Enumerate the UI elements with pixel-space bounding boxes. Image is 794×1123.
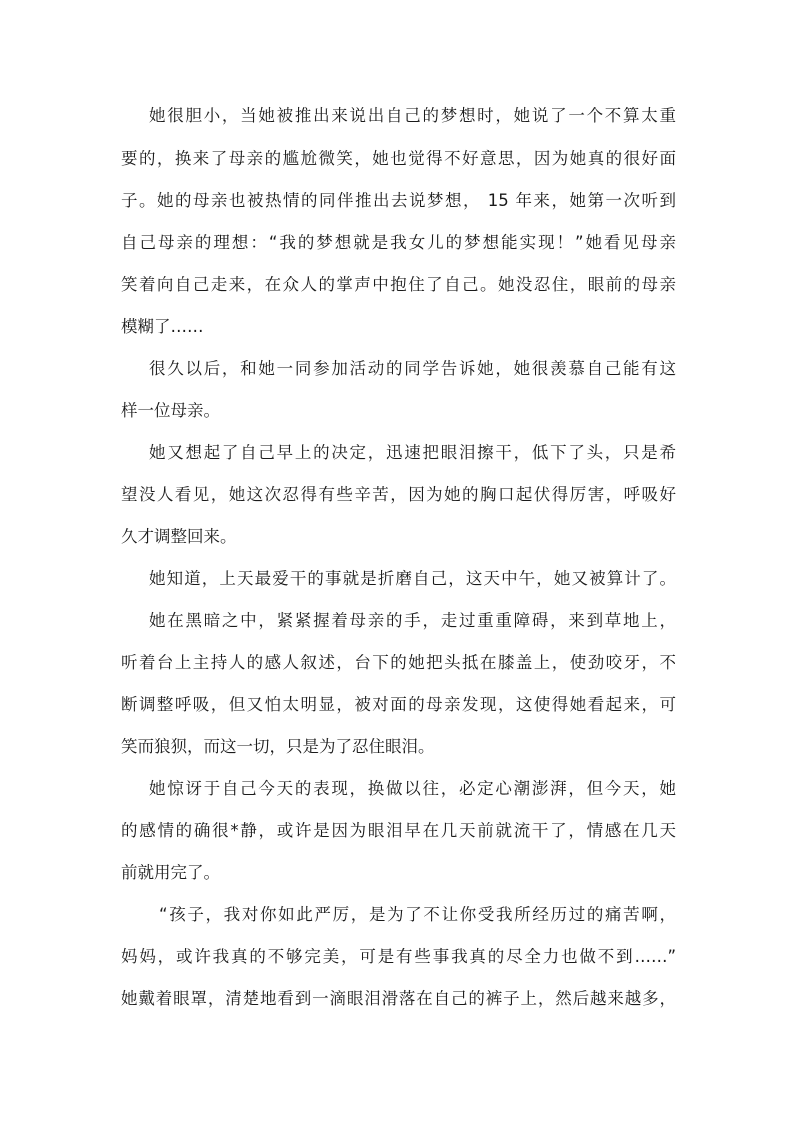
paragraph-line: 她惊讶于自己今天的表现，换做以往，必定心潮澎湃，但今天，她 xyxy=(149,779,676,798)
paragraph-line: 她戴着眼罩，清楚地看到一滴眼泪滑落在自己的裤子上，然后越来越多， xyxy=(121,989,676,1008)
paragraph-line: 自己母亲的理想：“我的梦想就是我女儿的梦想能实现！”她看见母亲 xyxy=(121,233,676,252)
paragraph-line: 要的，换来了母亲的尴尬微笑，她也觉得不好意思，因为她真的很好面 xyxy=(121,149,676,168)
paragraph-line: 笑而狼狈，而这一切，只是为了忍住眼泪。 xyxy=(121,737,435,756)
paragraph-line: 她在黑暗之中，紧紧握着母亲的手，走过重重障碍，来到草地上， xyxy=(149,611,676,630)
paragraph-line: 模糊了…… xyxy=(121,317,204,336)
paragraph-line: 笑着向自己走来，在众人的掌声中抱住了自己。她没忍住，眼前的母亲 xyxy=(121,275,676,294)
paragraph-line: 她知道，上天最爱干的事就是折磨自己，这天中午，她又被算计了。 xyxy=(149,569,676,588)
paragraph-line: 久才调整回来。 xyxy=(121,527,237,546)
paragraph-line: 的感情的确很*静，或许是因为眼泪早在几天前就流干了，情感在几天 xyxy=(121,821,676,840)
paragraph-line: 望没人看见，她这次忍得有些辛苦，因为她的胸口起伏得厉害，呼吸好 xyxy=(121,485,676,504)
paragraph-line: 前就用完了。 xyxy=(121,863,220,882)
paragraph-line: 听着台上主持人的感人叙述，台下的她把头抵在膝盖上，使劲咬牙，不 xyxy=(121,653,676,672)
paragraph-line: 她又想起了自己早上的决定，迅速把眼泪擦干，低下了头，只是希 xyxy=(149,443,676,462)
paragraph-line: 样一位母亲。 xyxy=(121,401,220,420)
paragraph-line: 妈妈，或许我真的不够完美，可是有些事我真的尽全力也做不到……” xyxy=(121,947,676,966)
paragraph-line: 她很胆小，当她被推出来说出自己的梦想时，她说了一个不算太重 xyxy=(149,106,676,125)
paragraph-line: 子。她的母亲也被热情的同伴推出去说梦想， 15 年来，她第一次听到 xyxy=(121,191,676,210)
paragraph-line: 断调整呼吸，但又怕太明显，被对面的母亲发现，这使得她看起来，可 xyxy=(121,695,676,714)
paragraph-line: 很久以后，和她一同参加活动的同学告诉她，她很羡慕自己能有这 xyxy=(149,359,676,378)
paragraph-line: “孩子，我对你如此严厉，是为了不让你受我所经历过的痛苦啊， xyxy=(159,905,676,924)
